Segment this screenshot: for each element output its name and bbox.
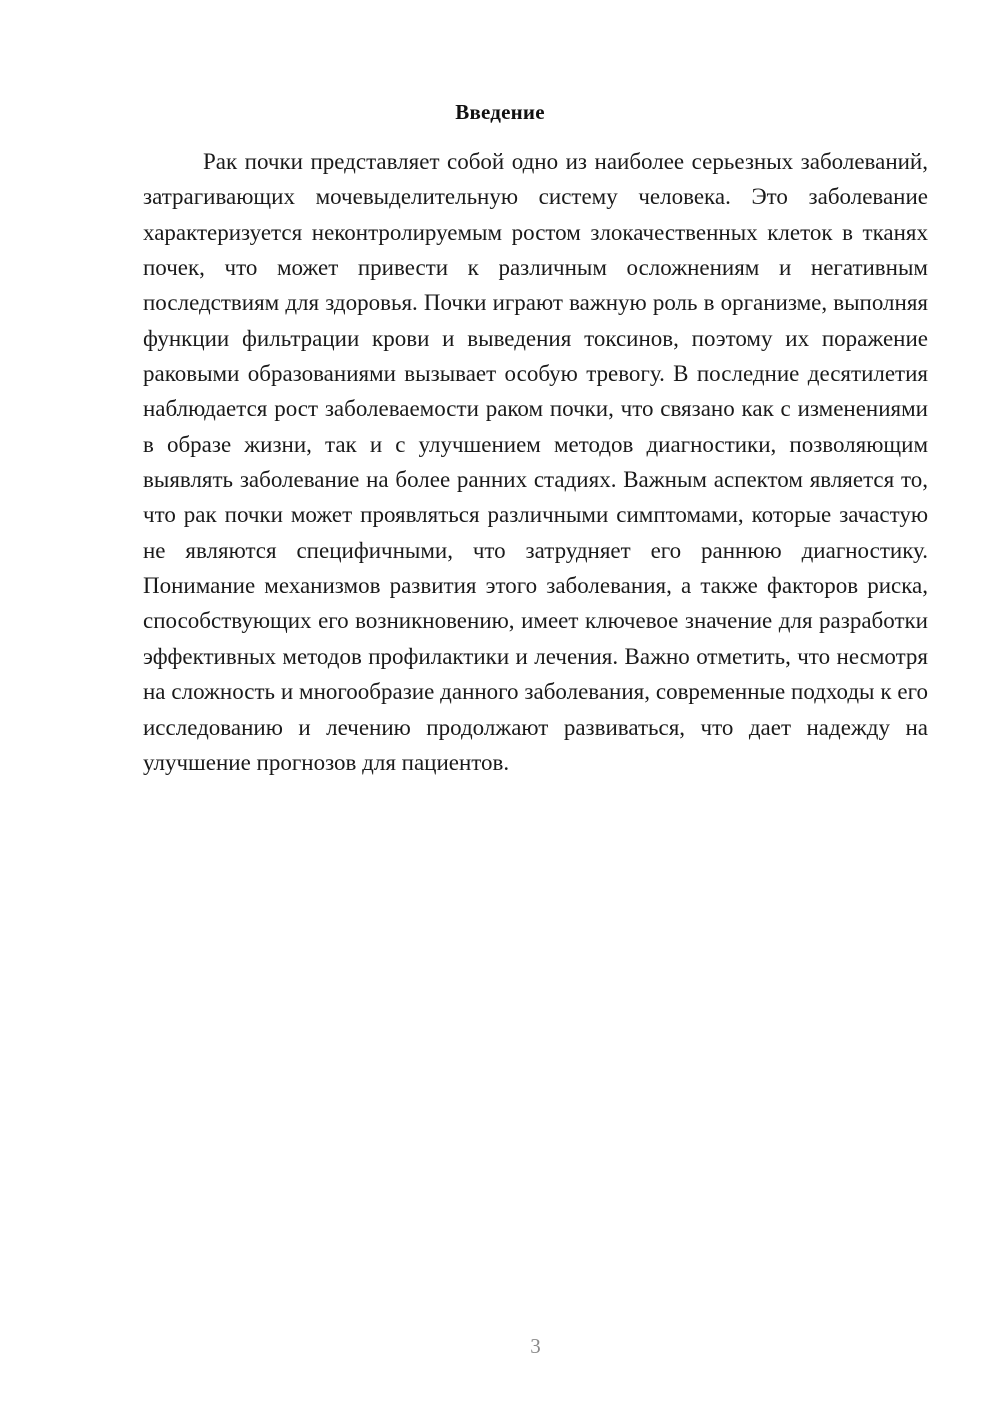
page-number: 3 bbox=[530, 1334, 541, 1358]
section-heading: Введение bbox=[455, 100, 545, 124]
body-paragraph: Рак почки представляет собой одно из наиболее серьезных заболеваний, затрагивающих мочевыделительную систему человека. Это заболевание характеризуется неконтролируемым ростом злокачественных клеток в тканях почек, что может привести к различным осложнениям и негативным последствиям для здоровья. Почки играют важную роль в организме, выполняя функции фильтрации крови и выведения токсинов, поэтому их поражение раковыми образованиями вызывает особую тревогу. В последние десятилетия наблюдается рост заболеваемости раком почки, что связано как с изменениями в образе жизни, так и с улучшением методов диагностики, позволяющим выявлять заболевание на более ранних стадиях. Важным аспектом является то, что рак почки может проявляться различными симптомами, которые зачастую не являются специфичными, что затрудняет его раннюю диагностику. Понимание механизмов развития этого заболевания, а также факторов риска, способствующих его возникновению, имеет ключевое значение для разработки эффективных методов профилактики и лечения. Важно отметить, что несмотря на сложность и многообразие данного заболевания, современные подходы к его исследованию и лечению продолжают развиваться, что дает надежду на улучшение прогнозов для пациентов. bbox=[143, 149, 928, 775]
